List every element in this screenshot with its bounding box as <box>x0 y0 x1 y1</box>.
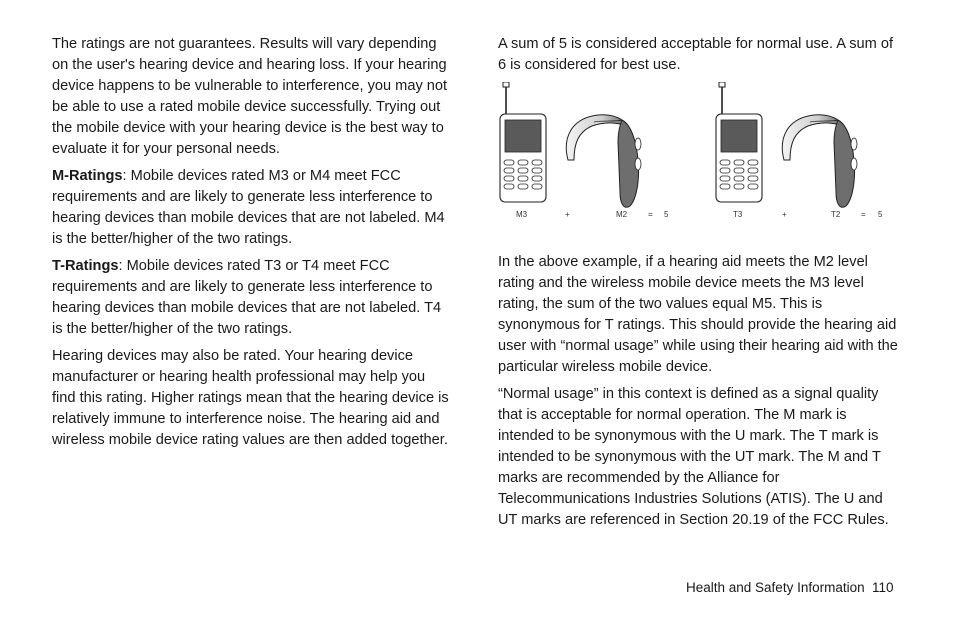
plus-sign: + <box>565 210 570 219</box>
aid-rating-label-m2: M2 <box>616 210 628 219</box>
paragraph-hearing-devices: Hearing devices may also be rated. Your hearing device manufacturer or hearing health professional may help you find this rating. Higher ratings mean that the hearing device is relatively immune to interference noise. The hearing aid and wireless mobile device rating values are then added together. <box>52 348 449 448</box>
equals-sign: = <box>861 210 866 219</box>
equals-sign: = <box>648 210 653 219</box>
t-ratings-text: : Mobile devices rated T3 or T4 meet FCC requirements and are likely to generate less interference to hearing devices than mobile devices that are not labeled. T4 is the better/higher of the two ratings. <box>52 258 442 337</box>
paragraph-example-explanation: In the above example, if a hearing aid meets the M2 level rating and the wireless mobile device meets the M3 level rating, the sum of the two values equal M5. This is synonymous for T ratings. This should provide the hearing aid user with “normal usage” while using their hearing aid with the particular wireless mobile device. <box>498 254 898 375</box>
right-column <box>498 34 900 537</box>
phone-rating-label-m3: M3 <box>516 210 528 219</box>
paragraph-sum-rating: A sum of 5 is considered acceptable for normal use. A sum of 6 is considered for best use. <box>498 36 894 73</box>
page-number: 110 <box>872 580 894 595</box>
left-column <box>52 34 452 457</box>
footer-section-title: Health and Safety Information <box>686 580 865 595</box>
paragraph-normal-usage: “Normal usage” in this context is defined as a signal quality that is acceptable for normal operation. The M mark is intended to be synonymous with the U mark. The T mark is intended to be synonymous with the UT mark. The M and T marks are recommended by the Alliance for Telecommunications Industries Solutions (ATIS). The U and UT marks are referenced in Section 20.19 of the FCC Rules. <box>498 386 889 528</box>
sum-value: 5 <box>664 210 669 219</box>
paragraph-t-ratings <box>52 256 452 340</box>
paragraph-ratings-disclaimer: The ratings are not guarantees. Results will vary depending on the user's hearing device and hearing loss. If your hearing device happens to be vulnerable to interference, you may not be able to use a rated mobile device successfully. Trying out the mobile device with your hearing device is the best way to evaluate it for your personal needs. <box>52 36 448 157</box>
aid-rating-label-t2: T2 <box>831 210 841 219</box>
sum-value: 5 <box>878 210 883 219</box>
m-ratings-text: : Mobile devices rated M3 or M4 meet FCC requirements and are likely to generate less interference to hearing devices than mobile devices that are not labeled. M4 is the better/higher of the two ratings. <box>52 168 445 247</box>
m-ratings-term: M-Ratings <box>52 168 123 184</box>
rating-illustration <box>498 82 898 232</box>
paragraph-m-ratings <box>52 166 452 250</box>
plus-sign: + <box>782 210 787 219</box>
phone-rating-label-t3: T3 <box>733 210 743 219</box>
t-ratings-term: T-Ratings <box>52 258 119 274</box>
